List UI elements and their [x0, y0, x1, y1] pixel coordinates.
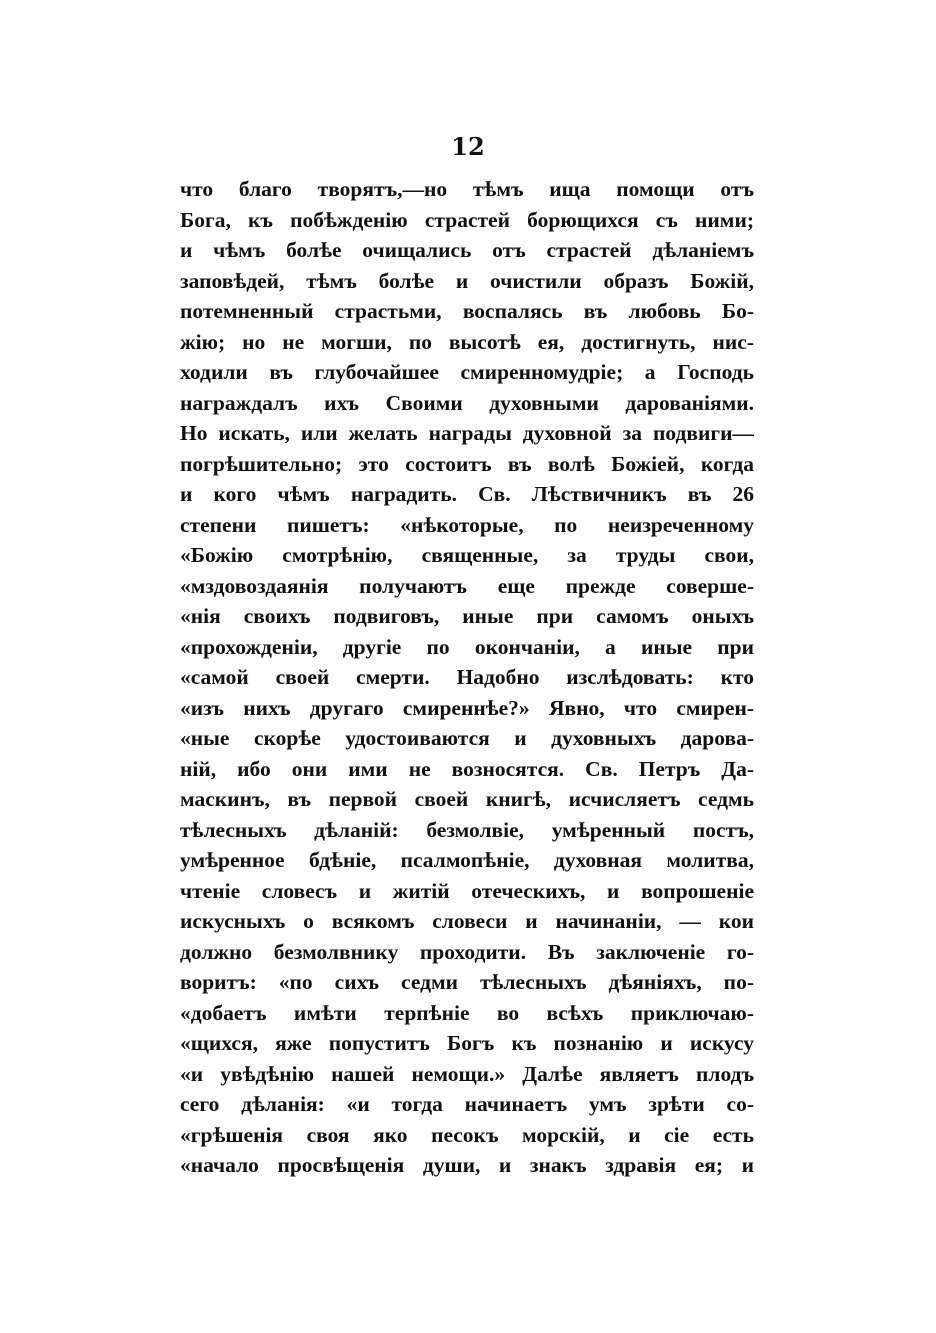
- text-line: «щихся, яже попуститъ Богъ къ познанію и искусу: [180, 1031, 754, 1055]
- text-line: «грѣшенія своя яко песокъ морскій, и сіе есть: [180, 1122, 754, 1147]
- text-line: «и увѣдѣнію нашей немощи.» Далѣе являетъ плодъ: [180, 1061, 754, 1086]
- text-line: «нія своихъ подвиговъ, иные при самомъ оныхъ: [180, 604, 754, 628]
- text-line: заповѣдей, тѣмъ болѣе и очистили образъ Божій,: [180, 268, 754, 293]
- text-line: «начало просвѣщенія души, и знакъ здравія ея; и: [180, 1153, 754, 1177]
- text-line: «добаетъ имѣти терпѣніе во всѣхъ приключаю-: [180, 1000, 754, 1025]
- page-number: 12: [451, 132, 485, 161]
- text-line: «самой своей смерти. Надобно изслѣдовать: кто: [180, 665, 754, 689]
- text-line: ній, ибо они ими не возносятся. Св. Петръ Да-: [180, 756, 754, 781]
- text-line: «изъ нихъ другаго смиреннѣе?» Явно, что смирен-: [180, 695, 754, 720]
- text-line: «Божію смотрѣнію, священные, за труды свои,: [180, 543, 754, 567]
- text-line: тѣлесныхъ дѣланій: безмолвіе, умѣренный постъ,: [180, 817, 754, 842]
- text-line: умѣренное бдѣніе, псалмопѣніе, духовная молитва,: [180, 848, 754, 872]
- text-line: степени пишетъ: «нѣкоторые, по неизреченному: [180, 512, 754, 537]
- text-line: и чѣмъ болѣе очищались отъ страстей дѣланіемъ: [180, 238, 754, 262]
- text-line: чтеніе словесъ и житій отеческихъ, и вопрошеніе: [180, 878, 754, 903]
- text-line: должно безмолвнику проходити. Въ заключеніе го-: [180, 939, 754, 964]
- text-line: ходили въ глубочайшее смиренномудріе; а Господь: [180, 360, 754, 384]
- text-line: сего дѣланія: «и тогда начинаетъ умъ зрѣти со-: [180, 1092, 754, 1116]
- text-line: потемненный страстьми, воспалясь въ любовь Бо-: [180, 299, 754, 323]
- text-line: воритъ: «по сихъ седми тѣлесныхъ дѣяніяхъ, по-: [180, 970, 754, 994]
- text-line: и кого чѣмъ наградить. Св. Лѣствичникъ въ 26: [180, 482, 754, 506]
- text-line: «прохожденіи, другіе по окончаніи, а иные при: [180, 634, 754, 659]
- body-text: [180, 174, 754, 1181]
- text-line: искусныхъ о всякомъ словеси и начинаніи, — кои: [180, 909, 754, 933]
- text-line: Бога, къ побѣжденію страстей борющихся съ ними;: [180, 207, 754, 232]
- text-line: жію; но не могши, по высотѣ ея, достигнуть, нис-: [180, 329, 754, 354]
- text-line: награждалъ ихъ Своими духовными дарованіями.: [180, 390, 754, 415]
- text-line: «мздовоздаянія получаютъ еще прежде соверше-: [180, 573, 754, 598]
- text-line: что благо творятъ,—но тѣмъ ища помощи отъ: [180, 177, 754, 201]
- text-line: маскинъ, въ первой своей книгѣ, исчисляетъ седмь: [180, 787, 754, 811]
- text-line: погрѣшительно; это состоитъ въ волѣ Божіей, когда: [180, 451, 754, 476]
- text-line: Но искать, или желать награды духовной за подвиги—: [180, 421, 754, 445]
- text-line: «ные скорѣе удостоиваются и духовныхъ дарова-: [180, 726, 754, 750]
